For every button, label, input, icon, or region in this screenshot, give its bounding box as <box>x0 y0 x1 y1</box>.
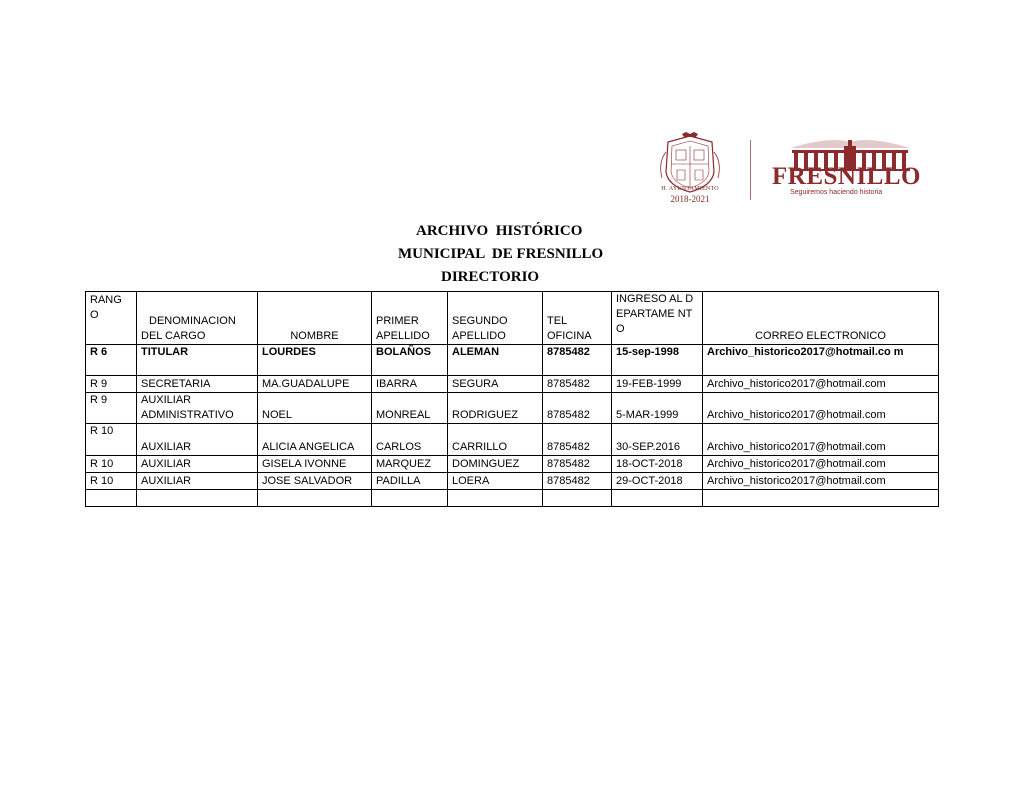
cell-tel: 8785482 <box>543 456 612 473</box>
header-nombre-text: NOMBRE <box>290 330 339 342</box>
header-denominacion-l2: DEL CARGO <box>141 330 206 342</box>
cell-correo[interactable]: Archivo_historico2017@hotmail.com <box>703 424 939 456</box>
table-row <box>86 456 939 473</box>
cell-ingreso: 5-MAR-1999 <box>612 393 703 424</box>
title-archivo-historico: ARCHIVO HISTÓRICO <box>416 223 583 239</box>
cell-rango: R 10 <box>86 456 137 473</box>
cell-tel: 8785482 <box>543 393 612 424</box>
table-row <box>86 376 939 393</box>
cell-ingreso: 19-FEB-1999 <box>612 376 703 393</box>
header-rango-text: RANG O <box>90 294 122 321</box>
header-primer-apellido <box>372 292 448 345</box>
cell-correo[interactable]: Archivo_historico2017@hotmail.com <box>703 393 939 424</box>
seal-caption-line1: H. AYUNTAMIENTO <box>661 186 719 192</box>
title-municipal-fresnillo: MUNICIPAL DE FRESNILLO <box>398 246 604 262</box>
cell-ingreso: 18-OCT-2018 <box>612 456 703 473</box>
table-row <box>86 424 939 456</box>
cell-cargo-l1: AUXILIAR <box>141 394 192 406</box>
cell-empty <box>448 490 543 507</box>
cell-ingreso: 29-OCT-2018 <box>612 473 703 490</box>
header-primer-l2: APELLIDO <box>376 330 430 342</box>
seal-caption-years: 2018-2021 <box>670 194 710 204</box>
cell-rango: R 10 <box>86 473 137 490</box>
cell-rango: R 9 <box>86 376 137 393</box>
header-segundo-l2: APELLIDO <box>452 330 506 342</box>
header-rango <box>86 292 137 345</box>
header-nombre <box>258 292 372 345</box>
cell-primer-apellido: PADILLA <box>372 473 448 490</box>
cell-empty <box>703 490 939 507</box>
table-row <box>86 473 939 490</box>
cell-cargo: TITULAR <box>137 345 258 376</box>
cell-cargo <box>137 393 258 424</box>
table-row-empty <box>86 490 939 507</box>
cell-primer-apellido: MARQUEZ <box>372 456 448 473</box>
cell-cargo: AUXILIAR <box>137 473 258 490</box>
header-denominacion <box>137 292 258 345</box>
cell-segundo-apellido: SEGURA <box>448 376 543 393</box>
cell-rango: R 10 <box>86 424 137 456</box>
cell-nombre: JOSE SALVADOR <box>258 473 372 490</box>
header-ingreso <box>612 292 703 345</box>
cell-empty <box>258 490 372 507</box>
cell-empty <box>372 490 448 507</box>
email-link[interactable]: Archivo_historico2017@hotmail.co m <box>707 346 904 358</box>
header-correo-text: CORREO ELECTRONICO <box>755 330 886 342</box>
cell-empty <box>137 490 258 507</box>
table-header-row <box>86 292 939 345</box>
cell-tel: 8785482 <box>543 473 612 490</box>
header-denominacion-l1: DENOMINACION <box>149 315 236 327</box>
cell-primer-apellido: IBARRA <box>372 376 448 393</box>
header-segundo-apellido <box>448 292 543 345</box>
cell-nombre: LOURDES <box>258 345 372 376</box>
cell-correo[interactable]: Archivo_historico2017@hotmail.com <box>703 456 939 473</box>
cell-ingreso: 30-SEP.2016 <box>612 424 703 456</box>
header-correo <box>703 292 939 345</box>
cell-nombre: NOEL <box>258 393 372 424</box>
cell-empty <box>612 490 703 507</box>
cell-tel: 8785482 <box>543 424 612 456</box>
cell-empty <box>86 490 137 507</box>
directory-table <box>85 291 939 507</box>
header-tel-l2: OFICINA <box>547 330 592 342</box>
header-tel-l1: TEL <box>547 315 568 327</box>
fresnillo-slogan: Seguiremos haciendo historia <box>790 189 883 196</box>
cell-primer-apellido: MONREAL <box>372 393 448 424</box>
cell-cargo: AUXILIAR <box>137 424 258 456</box>
header-primer-l1: PRIMER <box>376 315 419 327</box>
cell-segundo-apellido: CARRILLO <box>448 424 543 456</box>
cell-primer-apellido: BOLAÑOS <box>372 345 448 376</box>
cell-cargo: AUXILIAR <box>137 456 258 473</box>
cell-rango: R 6 <box>86 345 137 376</box>
cell-segundo-apellido: DOMINGUEZ <box>448 456 543 473</box>
cell-correo[interactable] <box>703 345 939 376</box>
cell-primer-apellido: CARLOS <box>372 424 448 456</box>
cell-nombre: MA.GUADALUPE <box>258 376 372 393</box>
table-row <box>86 393 939 424</box>
logo-divider <box>750 140 751 200</box>
cell-nombre: GISELA IVONNE <box>258 456 372 473</box>
cell-segundo-apellido: RODRIGUEZ <box>448 393 543 424</box>
table-row <box>86 345 939 376</box>
cell-nombre: ALICIA ANGELICA <box>258 424 372 456</box>
seal-caption <box>648 184 732 204</box>
cell-cargo: SECRETARIA <box>137 376 258 393</box>
cell-tel: 8785482 <box>543 376 612 393</box>
cell-tel: 8785482 <box>543 345 612 376</box>
header-tel-oficina <box>543 292 612 345</box>
cell-rango: R 9 <box>86 393 137 424</box>
header-ingreso-text: INGRESO AL DEPARTAME NTO <box>616 293 694 335</box>
cell-ingreso: 15-sep-1998 <box>612 345 703 376</box>
cell-correo[interactable]: Archivo_historico2017@hotmail.com <box>703 376 939 393</box>
cell-segundo-apellido: LOERA <box>448 473 543 490</box>
cell-empty <box>543 490 612 507</box>
cell-correo[interactable]: Archivo_historico2017@hotmail.com <box>703 473 939 490</box>
title-directorio: DIRECTORIO <box>441 269 540 285</box>
fresnillo-wordmark: FRESNILLO <box>772 163 921 190</box>
cell-cargo-l2: ADMINISTRATIVO <box>141 409 234 421</box>
cell-segundo-apellido: ALEMAN <box>448 345 543 376</box>
header-segundo-l1: SEGUNDO <box>452 315 508 327</box>
